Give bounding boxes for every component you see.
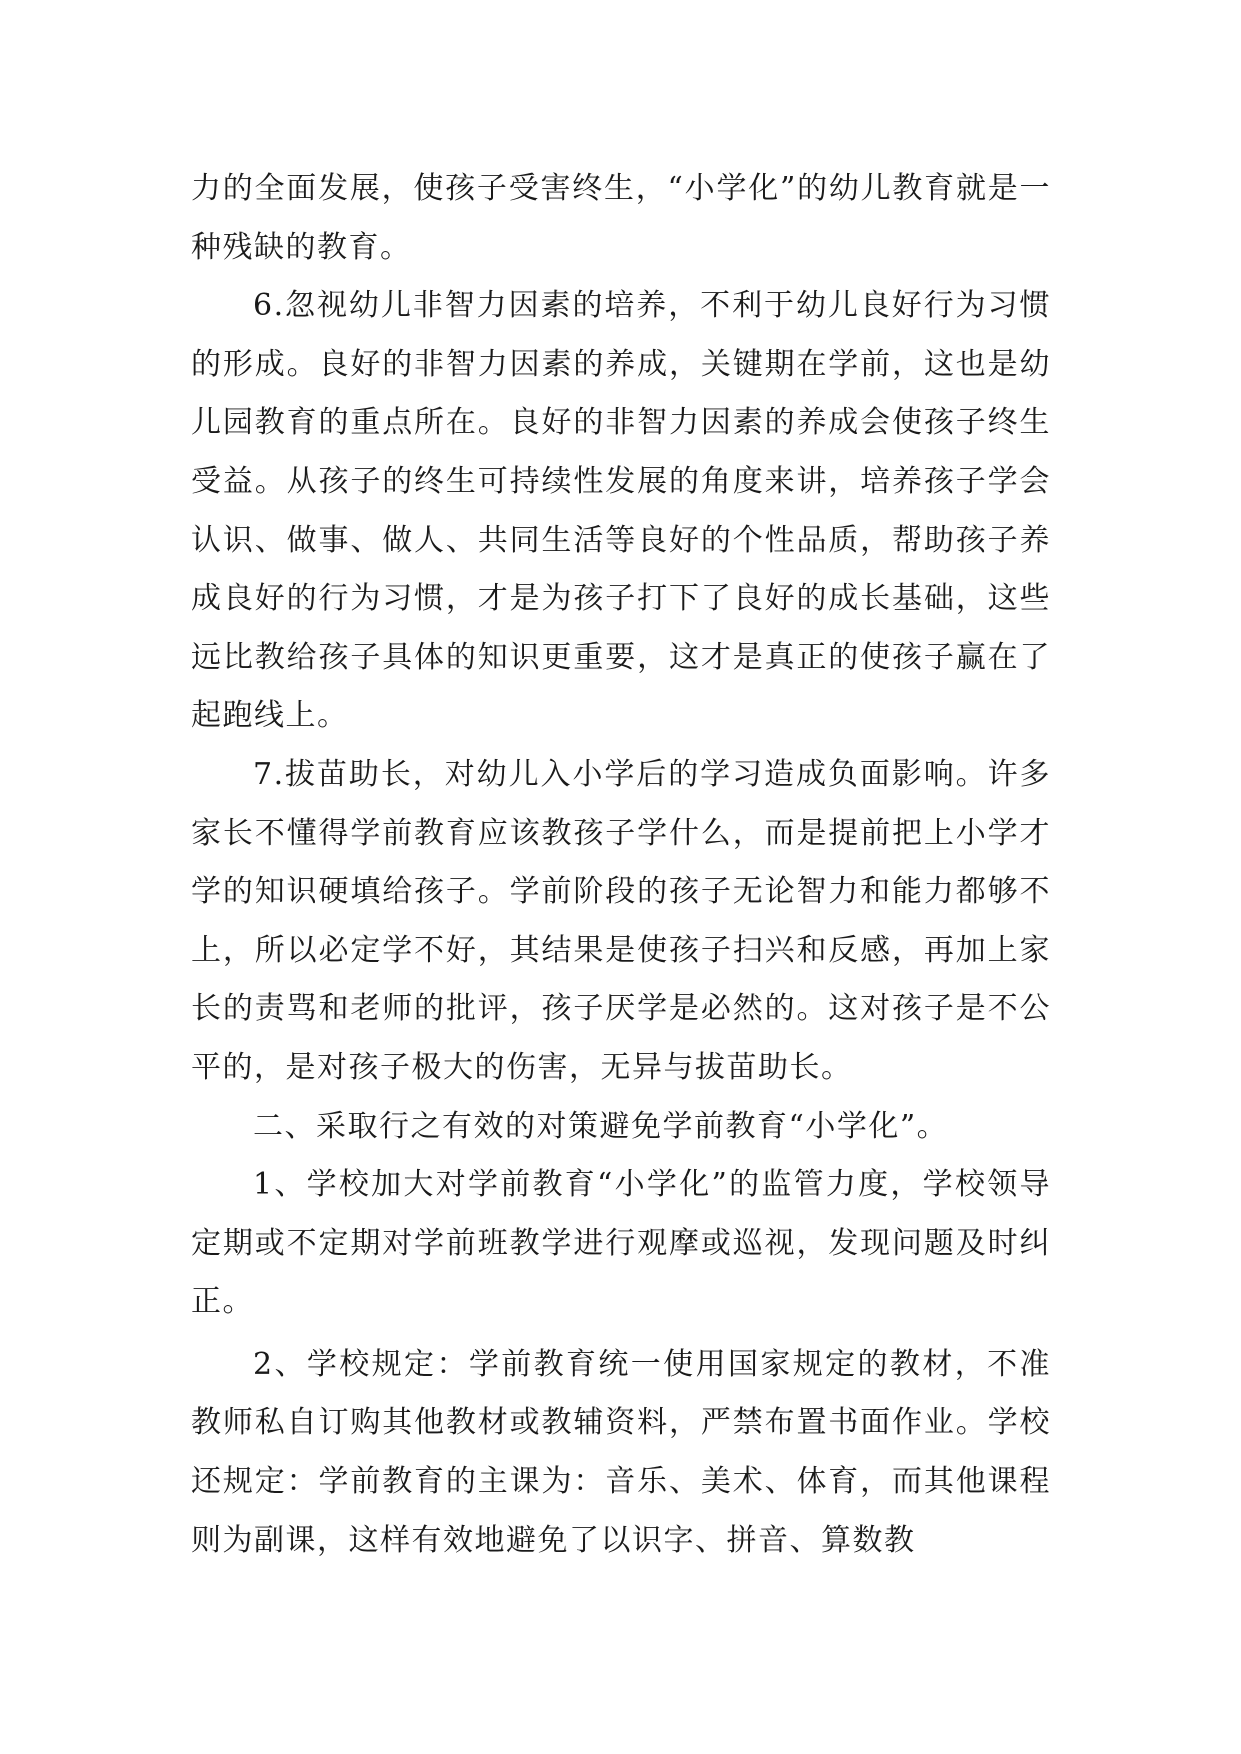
paragraph-continuation: 力的全面发展，使孩子受害终生，“小学化”的幼儿教育就是一种残缺的教育。 bbox=[191, 171, 1051, 265]
paragraph-item-6: 6.忽视幼儿非智力因素的培养，不利于幼儿良好行为习惯的形成。良好的非智力因素的养成，关键期在学前，这也是幼儿园教育的重点所在。良好的非智力因素的养成会使孩子终生受益。从孩子的终生可持续性发展的角度来讲，培养孩子学会认识、做事、做人、共同生活等良好的个性品质，帮助孩子养成良好的行为习惯，才是为孩子打下了良好的成长基础，这些远比教给孩子具体的知识更重要，这才是真正的使孩子赢在了起跑线上。 bbox=[191, 288, 1051, 734]
paragraph-measure-1: 1、学校加大对学前教育“小学化”的监管力度，学校领导定期或不定期对学前班教学进行观摩或巡视，发现问题及时纠正。 bbox=[191, 1167, 1051, 1320]
section-heading-2: 二、采取行之有效的对策避免学前教育“小学化”。 bbox=[253, 1108, 949, 1144]
paragraph-item-7: 7.拔苗助长，对幼儿入小学后的学习造成负面影响。许多家长不懂得学前教育应该教孩子学什么，而是提前把上小学才学的知识硬填给孩子。学前阶段的孩子无论智力和能力都够不上，所以必定学不好，其结果是使孩子扫兴和反感，再加上家长的责骂和老师的批评，孩子厌学是必然的。这对孩子是不公平的，是对孩子极大的伤害，无异与拔苗助长。 bbox=[191, 756, 1051, 1085]
paragraph-measure-2: 2、学校规定：学前教育统一使用国家规定的教材，不准教师私自订购其他教材或教辅资料，严禁布置书面作业。学校还规定：学前教育的主课为：音乐、美术、体育，而其他课程则为副课，这样有效地避免了以识字、拼音、算数教 bbox=[191, 1346, 1051, 1558]
document-body bbox=[191, 160, 1051, 1570]
